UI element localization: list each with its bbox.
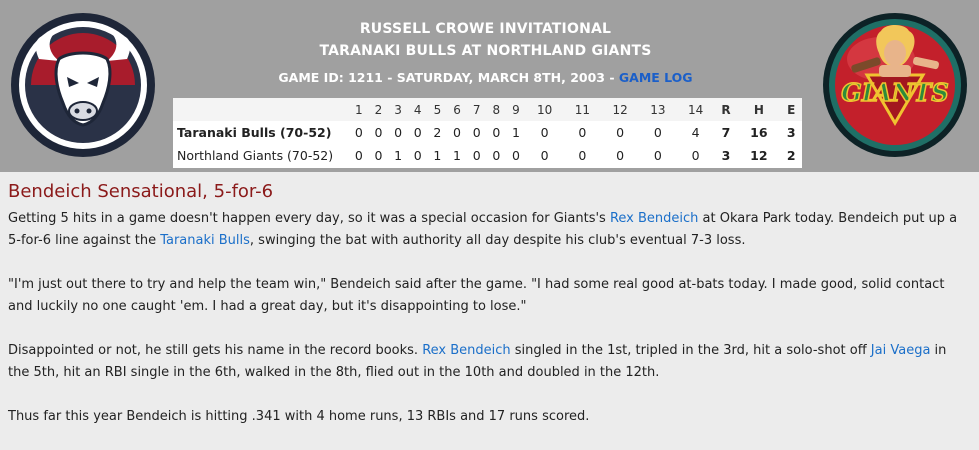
p1-text-c: , swinging the bat with authority all day despite his club's eventual 7-3 loss. xyxy=(249,233,746,248)
inning-header: 12 xyxy=(612,102,628,117)
inning-score: 0 xyxy=(472,125,481,140)
inning-score: 1 xyxy=(511,125,520,140)
inning-score: 2 xyxy=(433,125,442,140)
article-paragraph-4: Thus far this year Bendeich is hitting .341 with 4 home runs, 13 RBIs and 17 runs scored. xyxy=(8,409,590,424)
inning-score: 0 xyxy=(653,148,662,163)
inning-header: 3 xyxy=(394,102,402,117)
home-runs: 3 xyxy=(721,148,731,163)
inning-score: 0 xyxy=(354,125,363,140)
inning-score: 0 xyxy=(578,148,587,163)
matchup-title: TARANAKI BULLS AT NORTHLAND GIANTS xyxy=(319,43,652,59)
home-errors: 2 xyxy=(786,148,796,163)
inning-header: 9 xyxy=(512,102,520,117)
team-link-taranaki-bulls[interactable]: Taranaki Bulls xyxy=(160,233,250,248)
inning-score: 0 xyxy=(374,125,383,140)
inning-score: 1 xyxy=(433,148,442,163)
p1-text-b: at Okara Park today. Bendeich put up a 5-for-6 line against the xyxy=(8,211,958,248)
event-title: RUSSELL CROWE INVITATIONAL xyxy=(359,21,612,37)
inning-score: 0 xyxy=(394,125,403,140)
p3-text-b: singled in the 1st, tripled in the 3rd, hit a solo-shot off xyxy=(510,343,871,358)
bulls-logo[interactable] xyxy=(9,11,157,159)
inning-header: 6 xyxy=(453,102,461,117)
game-info-text: GAME ID: 1211 - SATURDAY, MARCH 8TH, 2003 - xyxy=(278,70,619,85)
home-team-name[interactable]: Northland Giants (70-52) xyxy=(177,148,334,163)
p3-text-c: in the 5th, hit an RBI single in the 6th, walked in the 8th, flied out in the 10th and doubled in the 12th. xyxy=(8,343,947,380)
inning-header: 13 xyxy=(650,102,666,117)
inning-header: 4 xyxy=(413,102,422,117)
inning-score: 0 xyxy=(492,148,501,163)
away-team-row xyxy=(173,121,802,144)
inning-score: 4 xyxy=(691,125,700,140)
away-errors: 3 xyxy=(786,125,796,140)
errors-header: E xyxy=(787,102,796,117)
inning-score: 0 xyxy=(374,148,383,163)
player-link-rex-bendeich[interactable]: Rex Bendeich xyxy=(422,343,511,358)
title-block xyxy=(170,18,801,88)
inning-score: 0 xyxy=(413,125,422,140)
inning-score: 0 xyxy=(453,125,461,140)
player-link-rex-bendeich[interactable]: Rex Bendeich xyxy=(609,211,699,226)
inning-score: 1 xyxy=(453,148,461,163)
inning-header: 1 xyxy=(355,102,363,117)
giants-wordmark-text: GIANTS xyxy=(841,78,949,107)
inning-score: 0 xyxy=(691,148,700,163)
inning-header: 14 xyxy=(688,102,704,117)
article-paragraph-1 xyxy=(8,208,970,252)
away-team-name[interactable]: Taranaki Bulls (70-52) xyxy=(177,125,332,140)
giants-wordmark xyxy=(821,11,969,159)
away-hits: 16 xyxy=(750,125,768,140)
article-paragraph-3 xyxy=(8,340,970,384)
inning-score: 0 xyxy=(492,125,501,140)
hits-header: H xyxy=(753,102,764,117)
home-hits: 12 xyxy=(750,148,768,163)
team-header-cell xyxy=(173,98,349,121)
p1-text-a: Getting 5 hits in a game doesn't happen every day, so it was a special occasion for Giants's xyxy=(8,211,610,226)
inning-header: 11 xyxy=(574,102,591,117)
game-log-link[interactable]: GAME LOG xyxy=(618,70,693,85)
inning-header: 7 xyxy=(472,102,481,117)
article-paragraph-2: "I'm just out there to try and help the team win," Bendeich said after the game. "I had some real good at-bats today. I made good, solid contact and luckily no one caught 'em. I had a great day, but it's disappointing to lose." xyxy=(8,277,945,314)
away-runs: 7 xyxy=(721,125,731,140)
line-score xyxy=(173,98,802,168)
game-info xyxy=(170,68,801,88)
line-score-header-row xyxy=(173,98,802,121)
inning-header: 8 xyxy=(492,102,501,117)
inning-score: 0 xyxy=(472,148,481,163)
game-header xyxy=(0,0,979,172)
giants-logo[interactable] xyxy=(821,11,969,159)
inning-score: 0 xyxy=(653,125,662,140)
inning-score: 0 xyxy=(616,125,625,140)
inning-score: 0 xyxy=(540,125,549,140)
inning-score: 0 xyxy=(413,148,422,163)
runs-header: R xyxy=(721,102,731,117)
article xyxy=(8,180,970,450)
p3-text-a: Disappointed or not, he still gets his name in the record books. xyxy=(8,343,423,358)
inning-score: 1 xyxy=(394,148,403,163)
bull-logo-icon xyxy=(9,11,157,159)
home-team-row xyxy=(173,144,802,167)
inning-score: 0 xyxy=(511,148,520,163)
inning-header: 2 xyxy=(374,102,383,117)
player-link-jai-vaega[interactable]: Jai Vaega xyxy=(870,343,931,358)
article-headline: Bendeich Sensational, 5-for-6 xyxy=(8,181,274,202)
inning-score: 0 xyxy=(616,148,625,163)
inning-score: 0 xyxy=(354,148,363,163)
inning-score: 0 xyxy=(540,148,549,163)
inning-header: 5 xyxy=(433,102,442,117)
line-score-table xyxy=(173,98,802,167)
inning-score: 0 xyxy=(578,125,587,140)
inning-header: 10 xyxy=(537,102,553,117)
